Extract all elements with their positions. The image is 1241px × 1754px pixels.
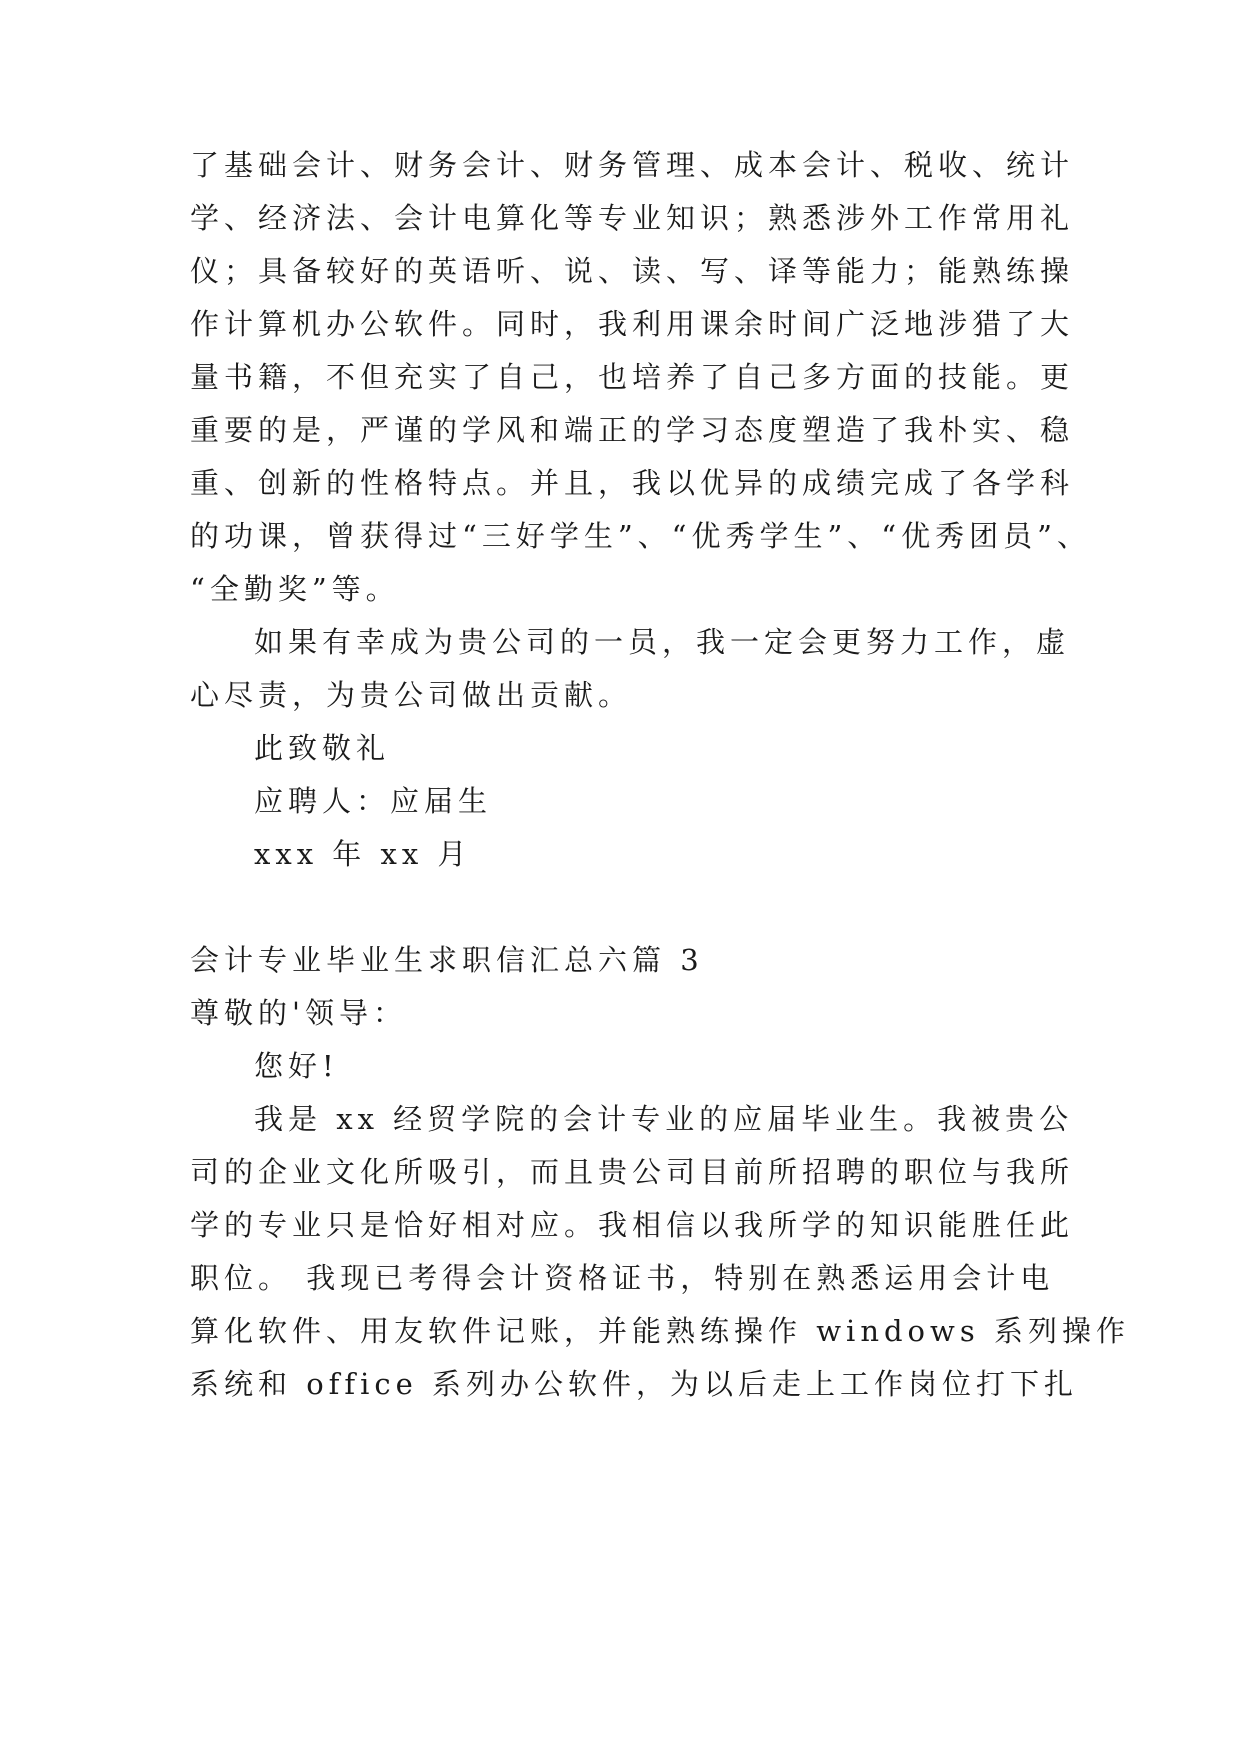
body-text-line: 如果有幸成为贵公司的一员，我一定会更努力工作，虚 xyxy=(254,625,1071,659)
closing-salutation: 此致敬礼 xyxy=(254,731,391,765)
body-text-line: 算化软件、用友软件记账，并能熟练操作 windows 系列操作 xyxy=(190,1314,1130,1348)
body-text-line: 了基础会计、财务会计、财务管理、成本会计、税收、统计 xyxy=(190,148,1075,182)
letter-date: xxx 年 xx 月 xyxy=(254,837,472,871)
body-text-line: 作计算机办公软件。同时，我利用课余时间广泛地涉猎了大 xyxy=(190,307,1075,341)
body-text-line: 我是 xx 经贸学院的会计专业的应届毕业生。我被贵公 xyxy=(254,1102,1074,1136)
body-text-line: 学、经济法、会计电算化等专业知识；熟悉涉外工作常用礼 xyxy=(190,201,1075,235)
body-text-line: 心尽责，为贵公司做出贡献。 xyxy=(190,678,633,712)
body-text-line: 的功课，曾获得过“三好学生”、“优秀学生”、“优秀团员”、 xyxy=(190,519,1091,553)
applicant-signature: 应聘人：应届生 xyxy=(254,784,493,818)
body-text-line: 重要的是，严谨的学风和端正的学习态度塑造了我朴实、稳 xyxy=(190,413,1075,447)
body-text-line: 学的专业只是恰好相对应。我相信以我所学的知识能胜任此 xyxy=(190,1208,1075,1242)
body-text-line: 量书籍，不但充实了自己，也培养了自己多方面的技能。更 xyxy=(190,360,1075,394)
greeting-line: 尊敬的'领导： xyxy=(190,996,407,1030)
section-title: 会计专业毕业生求职信汇总六篇 3 xyxy=(190,943,704,977)
body-text-line: 司的企业文化所吸引，而且贵公司目前所招聘的职位与我所 xyxy=(190,1155,1075,1189)
body-text-line: 仪；具备较好的英语听、说、读、写、译等能力；能熟练操 xyxy=(190,254,1075,288)
greeting-hello: 您好! xyxy=(254,1049,339,1083)
body-text-line: 职位。 我现已考得会计资格证书，特别在熟悉运用会计电 xyxy=(190,1261,1055,1295)
body-text-line: “全勤奖”等。 xyxy=(190,572,400,606)
body-text-line: 系统和 office 系列办公软件，为以后走上工作岗位打下扎 xyxy=(190,1367,1079,1401)
body-text-line: 重、创新的性格特点。并且，我以优异的成绩完成了各学科 xyxy=(190,466,1075,500)
